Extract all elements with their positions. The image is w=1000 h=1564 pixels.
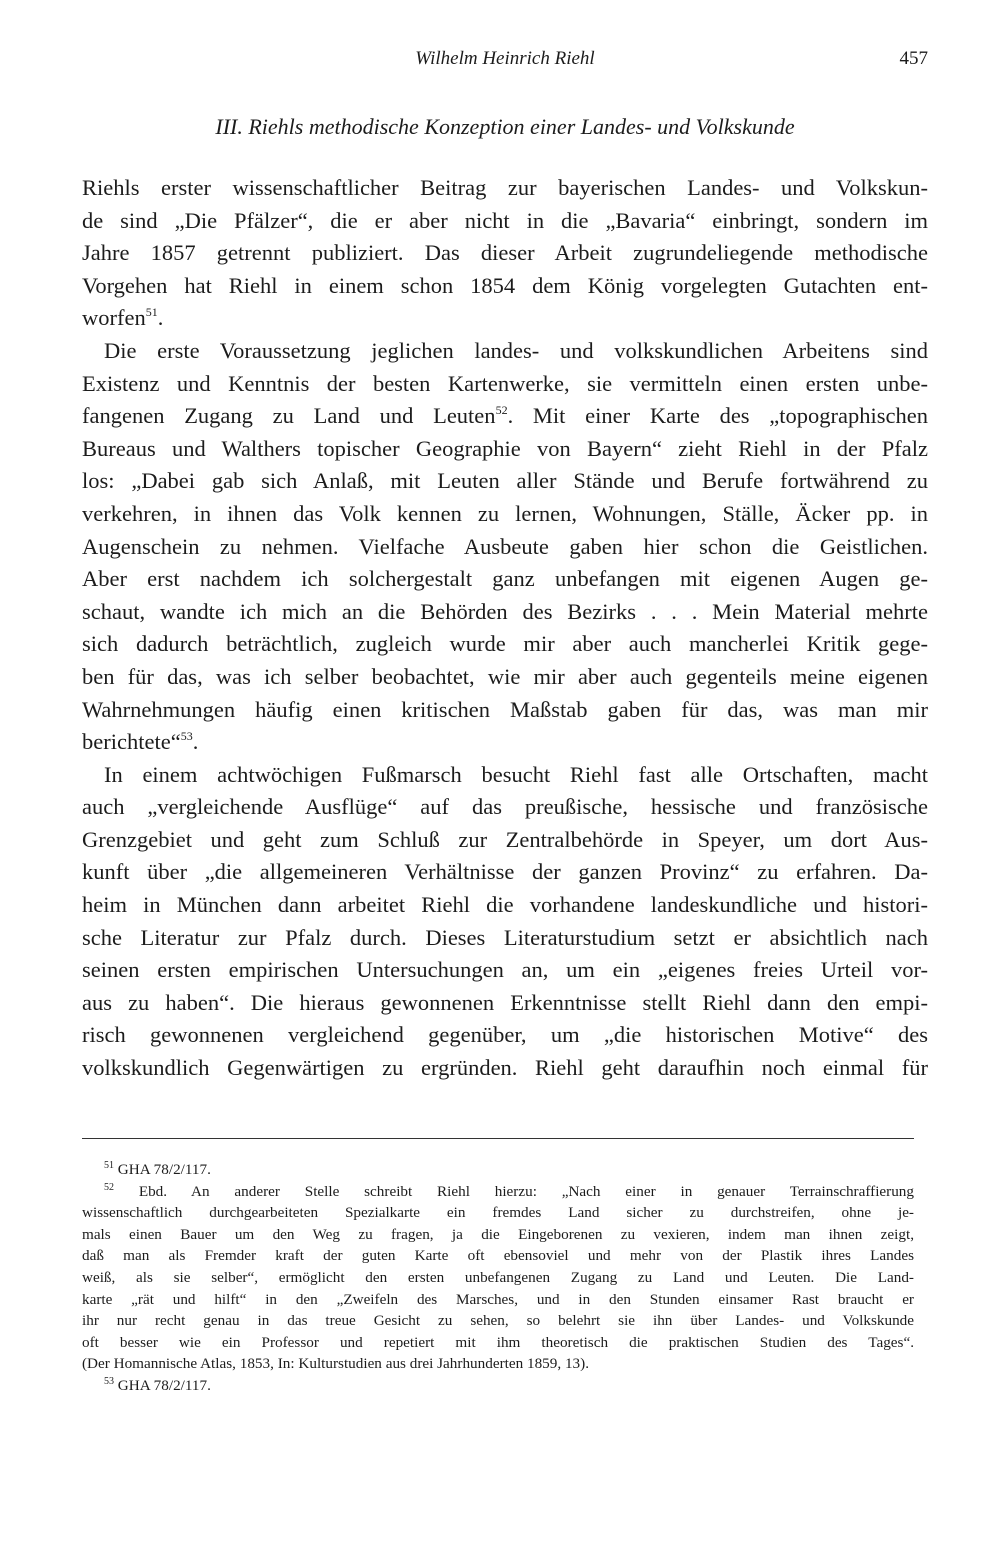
- text-line: risch gewonnenen vergleichend gegenüber, um „die historischen Motive“ des: [82, 1022, 928, 1048]
- footnote-text-line: karte „rät und hilft“ in den „Zweifeln des Marsches, und in den Stunden einsamer Rast braucht er: [82, 1290, 914, 1308]
- text-line: kunft über „die allgemeineren Verhältnisse der ganzen Provinz“ zu erfahren. Da-: [82, 859, 928, 885]
- text-line: Riehls erster wissenschaftlicher Beitrag zur bayerischen Landes- und Volkskun-: [82, 175, 928, 200]
- footnote-text-line: ihr nur recht genau in das treue Gesicht zu sehen, so belehrt sie ihn über Landes- und Volkskunde: [82, 1312, 914, 1330]
- text-line: Bureaus und Walthers topischer Geographie von Bayern“ zieht Riehl in der Pfalz: [82, 435, 928, 461]
- text-line: sich dadurch beträchtlich, zugleich wurde mir aber auch mancherlei Kritik gege-: [82, 631, 928, 657]
- footnote-ref: 52: [495, 403, 508, 418]
- footnote-divider: [82, 1138, 914, 1139]
- text-line: Die erste Voraussetzung jeglichen landes- und volkskundlichen Arbeitens sind: [104, 337, 928, 363]
- text-line: seinen ersten empirischen Untersuchungen an, um ein „eigenes freies Urteil vor-: [82, 957, 928, 983]
- text-line: Existenz und Kenntnis der besten Kartenwerke, sie vermitteln einen ersten unbe-: [82, 370, 928, 396]
- running-head: [82, 48, 928, 74]
- text-line: heim in München dann arbeitet Riehl die vorhandene landeskundliche und histori-: [82, 892, 928, 918]
- footnote-text-line: mals einen Bauer um den Weg zu fragen, ja die Eingeborenen zu vexieren, indem man ihnen zeigt,: [82, 1225, 914, 1243]
- text-fragment: worfen: [82, 305, 146, 331]
- text-line: Grenzgebiet und geht zum Schluß zur Zentralbehörde in Speyer, um dort Aus-: [82, 826, 928, 852]
- footnote-text: GHA 78/2/117.: [117, 1161, 211, 1178]
- text-line: Vorgehen hat Riehl in einem schon 1854 dem König vorgelegten Gutachten ent-: [82, 272, 928, 298]
- text-line: Jahre 1857 getrennt publiziert. Das dieser Arbeit zugrundeliegende methodische: [82, 240, 928, 266]
- footnote-text: Ebd. An anderer Stelle schreibt Riehl hierzu: „Nach einer in genauer Terrainschraffierung: [138, 1182, 914, 1200]
- text-fragment: berichtete“: [82, 729, 181, 755]
- text-line: verkehren, in ihnen das Volk kennen zu lernen, Wohnungen, Ställe, Äcker pp. in: [82, 500, 928, 526]
- footnote-text: GHA 78/2/117.: [117, 1376, 211, 1394]
- text-line: schaut, wandte ich mich an die Behörden des Bezirks . . . Mein Material mehrte: [82, 598, 928, 624]
- text-fragment: . Mit einer Karte des „topographischen: [507, 403, 928, 429]
- footnotes: [82, 1159, 914, 1397]
- text-line: auch „vergleichende Ausflüge“ auf das preußische, hessische und französische: [82, 794, 928, 820]
- body-text: [82, 172, 928, 1085]
- page-number: 457: [899, 48, 928, 69]
- text-line: de sind „Die Pfälzer“, die er aber nicht in die „Bavaria“ einbringt, sondern im: [82, 207, 928, 233]
- text-line: In einem achtwöchigen Fußmarsch besucht Riehl fast alle Ortschaften, macht: [104, 761, 928, 787]
- text-line: sche Literatur zur Pfalz durch. Dieses Literaturstudium setzt er absichtlich nach: [82, 924, 928, 950]
- footnote-51: [82, 1159, 914, 1181]
- footnote-53: [82, 1375, 914, 1397]
- text-line: los: „Dabei gab sich Anlaß, mit Leuten aller Stände und Berufe fortwährend zu: [82, 468, 928, 494]
- text-fragment: .: [157, 305, 164, 331]
- text-line: ben für das, was ich selber beobachtet, wie mir aber auch gegenteils meine eigenen: [82, 663, 928, 689]
- text-line: aus zu haben“. Die hieraus gewonnenen Erkenntnisse stellt Riehl dann den empi-: [82, 989, 928, 1015]
- section-heading: III. Riehls methodische Konzeption einer Landes- und Volkskunde: [215, 114, 795, 139]
- footnote-text-line: weiß, als sie selber“, ermöglicht den ersten unbefangenen Zugang zu Land und Leuten. Die Land-: [82, 1268, 914, 1286]
- text-line: volkskundlich Gegenwärtigen zu ergründen. Riehl geht daraufhin noch einmal für: [82, 1055, 928, 1081]
- footnote-text-line: wissenschaftlich durchgearbeiteten Spezialkarte ein fremdes Land sicher zu durchstreifen, ohne je-: [82, 1204, 914, 1222]
- text-line: [82, 302, 928, 335]
- footnote-text-line: daß man als Fremder kraft der guten Karte oft ebensoviel und mehr von der Plastik ihres Landes: [82, 1247, 914, 1265]
- running-title: Wilhelm Heinrich Riehl: [415, 48, 595, 69]
- text-fragment: .: [192, 729, 199, 755]
- footnote-text-line: oft besser wie ein Professor und repetiert mit ihm theoretisch die praktischen Studien des Tages“.: [82, 1333, 914, 1351]
- text-line: Wahrnehmungen häufig einen kritischen Maßstab gaben für das, was man mir: [82, 696, 928, 722]
- text-line: [82, 400, 928, 433]
- footnote-number: 51: [104, 1160, 114, 1171]
- text-line: [82, 726, 928, 759]
- footnote-text-line: (Der Homannische Atlas, 1853, In: Kulturstudien aus drei Jahrhunderten 1859, 13).: [82, 1355, 589, 1373]
- footnote-number: 53: [104, 1375, 114, 1387]
- text-line: Aber erst nachdem ich solchergestalt ganz unbefangen mit eigenen Augen ge-: [82, 566, 928, 592]
- text-line: Augenschein zu nehmen. Vielfache Ausbeute gaben hier schon die Geistlichen.: [82, 533, 928, 559]
- footnote-52: [82, 1181, 914, 1203]
- text-fragment: fangenen Zugang zu Land und Leuten: [82, 403, 496, 429]
- footnote-ref: 53: [180, 729, 193, 744]
- footnote-number: 52: [104, 1181, 114, 1193]
- footnote-ref: 51: [145, 305, 158, 320]
